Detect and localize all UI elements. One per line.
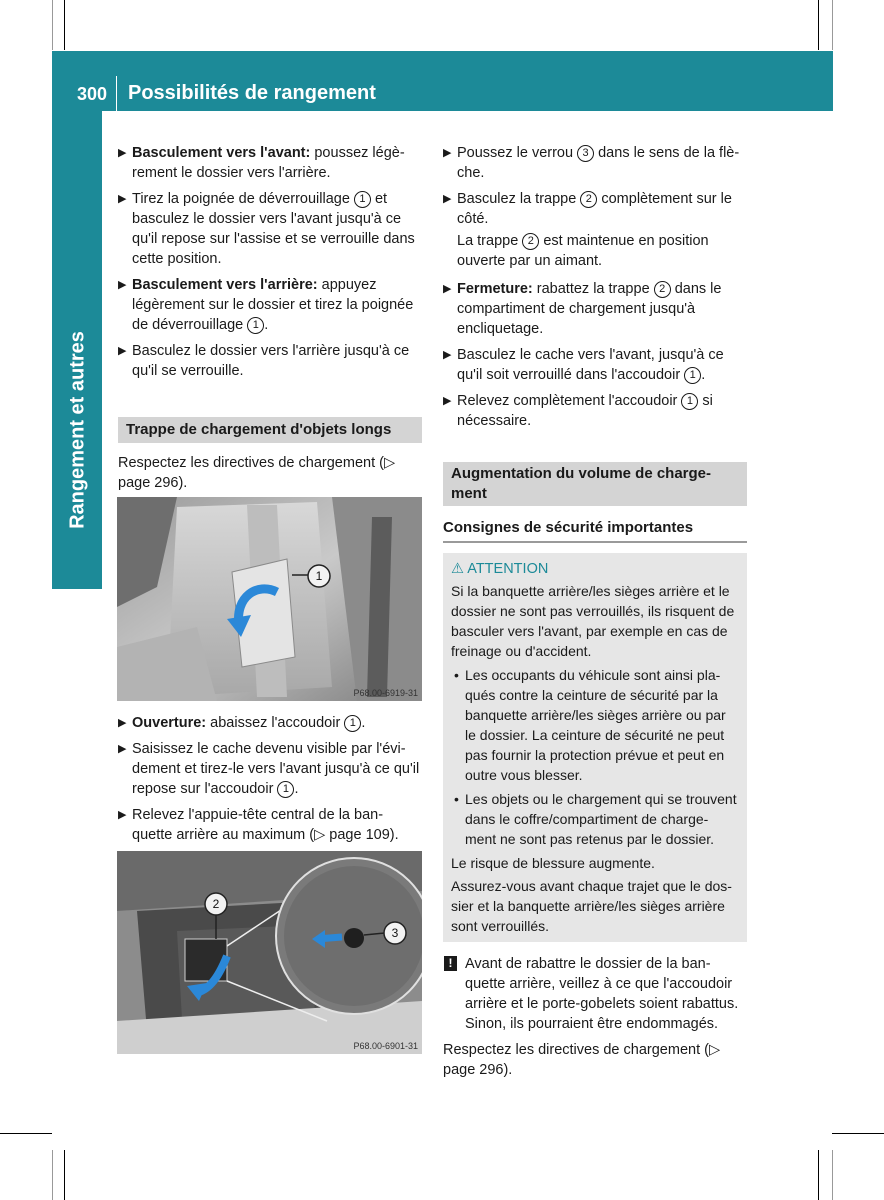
right-section	[443, 462, 747, 1086]
warning-text: Si la banquette arrière/les sièges arrière et le dossier ne sont pas verrouillés, ils risquent de basculer vers l'avant, par exemple en cas de freinage ou d'accident.	[451, 583, 735, 659]
callout-number: 1	[354, 191, 371, 208]
list-item: ▶ Basculement vers l'avant: poussez légè- rement le dossier vers l'arrière.	[118, 145, 405, 181]
rear-seat-photo	[117, 497, 422, 701]
photo2-callout-2: 2	[212, 897, 220, 911]
callout-number: 1	[684, 367, 701, 384]
list-item: • Les occupants du véhicule sont ainsi pla- qués contre la ceinture de sécurité par la banquette arrière/les sièges arrière ou par le dossier. La ceinture de sécurité ne peut pas fournir la protection prévue et peut en outre vous blesser.	[454, 667, 726, 783]
left-steps	[118, 713, 424, 851]
page-title: Possibilités de rangement	[128, 82, 376, 104]
header-separator	[116, 76, 117, 111]
callout-number: 3	[577, 145, 594, 162]
callout-number: 1	[277, 781, 294, 798]
list-item: ▶ Tirez la poignée de déverrouillage 1 et basculez le dossier vers l'avant jusqu'à ce qu'il repose sur l'assise et se verrouille dans cette position.	[118, 191, 415, 267]
directives-text: Respectez les directives de chargement (▷ page 296).	[443, 1042, 721, 1078]
trunk-photo	[117, 851, 422, 1054]
callout-number: 2	[522, 233, 539, 250]
left-section	[118, 417, 422, 499]
bullet-dot-icon: •	[454, 791, 459, 807]
rear-seat-illustration	[117, 497, 422, 701]
photo-id: P68.00-6901-31	[353, 1041, 418, 1051]
crop-mark	[52, 1150, 53, 1200]
photo2-callout-3: 3	[391, 926, 399, 940]
arrow-bullet-icon: ▶	[443, 193, 452, 205]
crop-mark	[0, 1133, 52, 1134]
right-column	[443, 143, 748, 437]
crop-mark	[52, 0, 53, 50]
arrow-bullet-icon: ▶	[443, 395, 452, 407]
crop-mark	[818, 0, 819, 50]
exclamation-icon: !	[444, 956, 457, 971]
arrow-bullet-icon: ▶	[118, 717, 127, 729]
crop-mark	[832, 1150, 833, 1200]
note-text: La trappe 2 est maintenue en position ouverte par un aimant.	[457, 233, 709, 269]
warning-title: ⚠ ATTENTION	[451, 561, 549, 577]
list-item: ▶ Ouverture: abaissez l'accoudoir 1 .	[118, 715, 366, 731]
arrow-bullet-icon: ▶	[118, 193, 127, 205]
list-item: ▶ Basculez le dossier vers l'arrière jusqu'à ce qu'il se verrouille.	[118, 343, 410, 379]
arrow-bullet-icon: ▶	[118, 345, 127, 357]
list-item: ▶ Basculez la trappe 2 complètement sur le côté.	[443, 191, 732, 227]
side-tab-label: Rangement et autres	[66, 331, 89, 529]
page-number: 300	[77, 84, 108, 104]
warning-text: Le risque de blessure augmente.	[451, 855, 655, 871]
arrow-bullet-icon: ▶	[118, 809, 127, 821]
crop-mark	[64, 0, 65, 50]
list-item: ▶ Fermeture: rabattez la trappe 2 dans le compartiment de chargement jusqu'à encliquetage.	[443, 281, 722, 337]
photo1-callout: 1	[315, 569, 323, 583]
trunk-illustration	[117, 851, 422, 1054]
list-item: ▶ Relevez complètement l'accoudoir 1 si nécessaire.	[443, 393, 713, 429]
list-item: ▶ Poussez le verrou 3 dans le sens de la flè- che.	[443, 145, 740, 181]
crop-mark	[832, 1133, 884, 1134]
crop-mark	[64, 1150, 65, 1200]
warning-box	[443, 553, 747, 942]
list-item: ▶ Basculez le cache vers l'avant, jusqu'à ce qu'il soit verrouillé dans l'accoudoir 1 .	[443, 347, 724, 383]
warning-triangle-icon: ⚠	[451, 561, 464, 577]
callout-number: 2	[654, 281, 671, 298]
directives-text: Respectez les directives de chargement (▷ page 296).	[118, 455, 396, 491]
crop-mark	[832, 0, 833, 50]
arrow-bullet-icon: ▶	[443, 147, 452, 159]
list-item: • Les objets ou le chargement qui se trouvent dans le coffre/compartiment de charge- ment ne sont pas retenus par le dossier.	[454, 791, 737, 847]
section-title: Trappe de chargement d'objets longs	[118, 417, 422, 443]
list-item: ▶ Basculement vers l'arrière: appuyez légèrement sur le dossier et tirez la poignée de déverrouillage 1 .	[118, 277, 414, 333]
bullet-dot-icon: •	[454, 667, 459, 683]
callout-number: 1	[344, 715, 361, 732]
list-item: ▶ Relevez l'appuie-tête central de la ban- quette arrière au maximum (▷ page 109).	[118, 807, 399, 843]
callout-number: 1	[247, 317, 264, 334]
arrow-bullet-icon: ▶	[118, 279, 127, 291]
arrow-bullet-icon: ▶	[118, 147, 127, 159]
callout-number: 1	[681, 393, 698, 410]
arrow-bullet-icon: ▶	[443, 283, 452, 295]
arrow-bullet-icon: ▶	[443, 349, 452, 361]
callout-number: 2	[580, 191, 597, 208]
caution-note: ! Avant de rabattre le dossier de la ban- quette arrière, veillez à ce que l'accoudoir arrière et le porte-gobelets soient rabattus. Sinon, ils pourraient être endommagés.	[443, 954, 747, 1034]
left-column	[118, 143, 424, 387]
crop-mark	[818, 1150, 819, 1200]
photo-id: P68.00-6919-31	[353, 688, 418, 698]
subsection-title: Consignes de sécurité importantes	[443, 518, 747, 543]
list-item: ▶ Saisissez le cache devenu visible par l'évi- dement et tirez-le vers l'avant jusqu'à ce qu'il repose sur l'accoudoir 1 .	[118, 741, 420, 797]
arrow-bullet-icon: ▶	[118, 743, 127, 755]
section-title: Augmentation du volume de charge- ment	[443, 462, 747, 506]
warning-text: Assurez-vous avant chaque trajet que le dos- sier et la banquette arrière/les sièges arrière sont verrouillés.	[451, 878, 732, 934]
